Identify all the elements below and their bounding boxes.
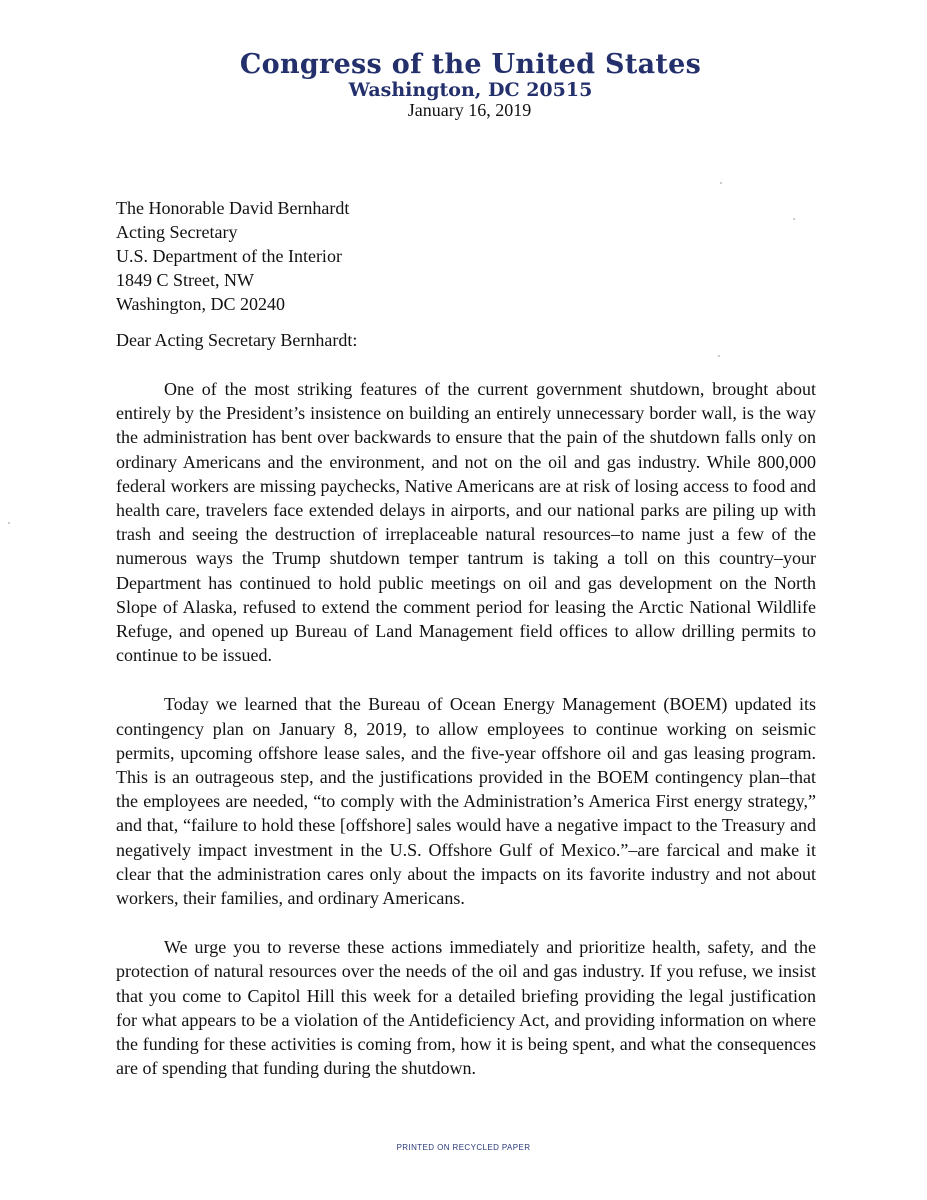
recipient-address bbox=[116, 196, 349, 316]
letterhead-title: Congress of the United States bbox=[239, 49, 702, 80]
paper-speck bbox=[793, 218, 795, 220]
body-paragraph-3: We urge you to reverse these actions immediately and prioritize health, safety, and the protection of natural resources over the needs of the oil and gas industry. If you refuse, we insist that you come to Capitol Hill this week for a detailed briefing providing the legal justification for what appears to be a violation of the Antideficiency Act, and providing information on where the funding for these activities is coming from, how it is being spent, and what the consequences are of spending that funding during the shutdown. bbox=[116, 937, 816, 1079]
salutation: Dear Acting Secretary Bernhardt: bbox=[116, 330, 358, 350]
recycled-paper-footer: PRINTED ON RECYCLED PAPER bbox=[396, 1143, 531, 1152]
letter-body bbox=[116, 377, 816, 1105]
recipient-name: The Honorable David Bernhardt bbox=[116, 198, 350, 218]
recipient-city: Washington, DC 20240 bbox=[116, 294, 286, 314]
recipient-street: 1849 C Street, NW bbox=[116, 270, 254, 290]
letterhead bbox=[0, 48, 927, 120]
paper-speck bbox=[720, 182, 722, 184]
letter-date: January 16, 2019 bbox=[407, 100, 532, 120]
letterhead-city: Washington, DC 20515 bbox=[348, 79, 593, 101]
paper-speck bbox=[8, 522, 10, 524]
recipient-title: Acting Secretary bbox=[116, 222, 238, 242]
body-paragraph-2: Today we learned that the Bureau of Ocean Energy Management (BOEM) updated its contingency plan on January 8, 2019, to allow employees to continue working on seismic permits, upcoming offshore lease sales, and the five-year offshore oil and gas leasing program. This is an outrageous step, and the justifications provided in the BOEM contingency plan–that the employees are needed, “to comply with the Administration’s America First energy strategy,” and that, “failure to hold these [offshore] sales would have a negative impact to the Treasury and negatively impact investment in the U.S. Offshore Gulf of Mexico.”–are farcical and make it clear that the administration cares only about the impacts on its favorite industry and not about workers, their families, and ordinary Americans. bbox=[116, 694, 816, 909]
recipient-department: U.S. Department of the Interior bbox=[116, 246, 342, 266]
paper-speck bbox=[718, 355, 720, 357]
body-paragraph-1: One of the most striking features of the current government shutdown, brought about entirely by the President’s insistence on building an entirely unnecessary border wall, is the way the administration has bent over backwards to ensure that the pain of the shutdown falls only on ordinary Americans and the environment, and not on the oil and gas industry. While 800,000 federal workers are missing paychecks, Native Americans are at risk of losing access to food and health care, travelers face extended delays in airports, and our national parks are piling up with trash and seeing the destruction of irreplaceable natural resources–to name just a few of the numerous ways the Trump shutdown temper tantrum is taking a toll on this country–your Department has continued to hold public meetings on oil and gas development on the North Slope of Alaska, refused to extend the comment period for leasing the Arctic National Wildlife Refuge, and opened up Bureau of Land Management field offices to allow drilling permits to continue to be issued. bbox=[116, 379, 816, 666]
